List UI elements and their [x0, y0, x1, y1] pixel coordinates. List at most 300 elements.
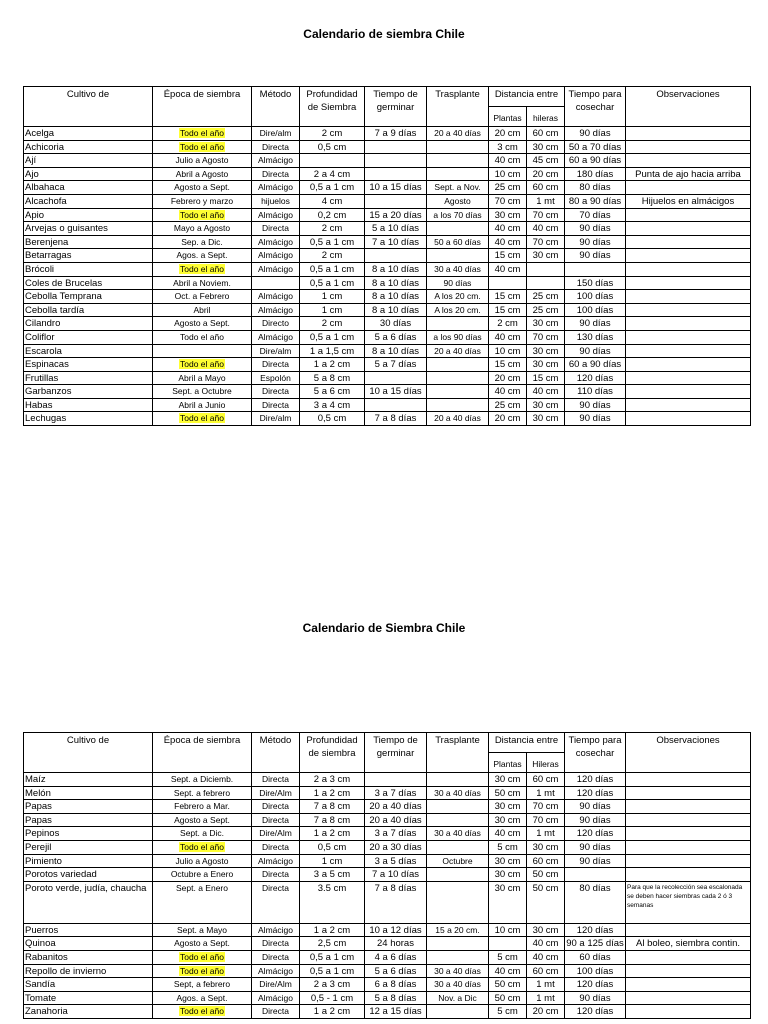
cell-cosecha: 100 días — [565, 303, 626, 317]
table-row — [24, 398, 751, 412]
highlighted-text: Todo el año — [180, 128, 224, 138]
cell-hileras: 1 mt — [527, 827, 565, 841]
cell-hileras: 1 mt — [527, 194, 565, 208]
cell-epoca — [153, 1005, 252, 1019]
cell-hileras: 30 cm — [527, 840, 565, 854]
cell-profundidad: 0,2 cm — [300, 208, 365, 222]
cell-hileras: 30 cm — [527, 249, 565, 263]
cell-cultivo: Berenjena — [24, 235, 153, 249]
cell-trasplante: Sept. a Nov. — [427, 181, 489, 195]
cell-germinar: 3 a 7 días — [365, 786, 427, 800]
cell-profundidad: 1 cm — [300, 290, 365, 304]
cell-hileras: 30 cm — [527, 344, 565, 358]
cell-plantas: 5 cm — [489, 840, 527, 854]
header-epoca: Época de siembra — [153, 87, 252, 127]
table-row — [24, 371, 751, 385]
table-row — [24, 978, 751, 992]
cell-hileras: 20 cm — [527, 1005, 565, 1019]
cell-profundidad: 5 a 8 cm — [300, 371, 365, 385]
cell-trasplante: 50 a 60 días — [427, 235, 489, 249]
cell-observaciones — [626, 358, 751, 372]
cell-epoca: Mayo a Agosto — [153, 222, 252, 236]
cell-epoca: Febrero y marzo — [153, 194, 252, 208]
table-row — [24, 813, 751, 827]
table-row — [24, 854, 751, 868]
cell-cultivo: Poroto verde, judía, chaucha — [24, 881, 153, 923]
cell-trasplante: 20 a 40 días — [427, 127, 489, 141]
cell-trasplante — [427, 773, 489, 787]
cell-profundidad: 1 a 2 cm — [300, 1005, 365, 1019]
cell-hileras: 70 cm — [527, 330, 565, 344]
cell-cosecha: 50 a 70 días — [565, 140, 626, 154]
cell-germinar: 3 a 5 días — [365, 854, 427, 868]
cell-metodo: Directa — [252, 868, 300, 882]
cell-hileras: 70 cm — [527, 208, 565, 222]
cell-epoca — [153, 262, 252, 276]
table-row — [24, 222, 751, 236]
cell-epoca: Abril a Noviem. — [153, 276, 252, 290]
table-row — [24, 1005, 751, 1019]
cell-observaciones: Para que la recolección sea escalonada se deben hacer siembras cada 2 ó 3 semanas — [626, 881, 751, 923]
header-trasplante: Trasplante — [427, 733, 489, 773]
cell-cultivo: Rabanitos — [24, 950, 153, 964]
cell-epoca — [153, 140, 252, 154]
table-row — [24, 881, 751, 923]
cell-trasplante: Nov. a Dic — [427, 991, 489, 1005]
highlighted-text: Todo el año — [180, 263, 224, 274]
cell-cosecha: 80 días — [565, 181, 626, 195]
cell-plantas: 5 cm — [489, 950, 527, 964]
cell-plantas: 30 cm — [489, 773, 527, 787]
cell-hileras: 40 cm — [527, 950, 565, 964]
cell-germinar: 8 a 10 días — [365, 303, 427, 317]
cell-trasplante — [427, 813, 489, 827]
cell-metodo: Directa — [252, 385, 300, 399]
cell-cosecha: 90 días — [565, 813, 626, 827]
cell-germinar — [365, 194, 427, 208]
cell-epoca: Abril a Agosto — [153, 167, 252, 181]
cell-trasplante: 30 a 40 días — [427, 786, 489, 800]
cell-observaciones — [626, 181, 751, 195]
highlighted-text: Todo el año — [180, 965, 224, 976]
cell-germinar: 12 a 15 días — [365, 1005, 427, 1019]
cell-metodo: Directa — [252, 398, 300, 412]
cell-trasplante — [427, 937, 489, 951]
cell-cosecha: 90 días — [565, 840, 626, 854]
cell-epoca: Agos. a Sept. — [153, 991, 252, 1005]
cell-plantas — [489, 937, 527, 951]
cell-observaciones — [626, 208, 751, 222]
table-row — [24, 249, 751, 263]
cell-germinar — [365, 249, 427, 263]
cell-germinar: 8 a 10 días — [365, 276, 427, 290]
cell-metodo: Almácigo — [252, 181, 300, 195]
cell-profundidad: 3 a 4 cm — [300, 398, 365, 412]
cell-metodo — [252, 276, 300, 290]
cell-metodo: Directa — [252, 881, 300, 923]
cell-hileras: 30 cm — [527, 317, 565, 331]
cell-observaciones — [626, 235, 751, 249]
cell-cosecha: 90 a 125 días — [566, 938, 624, 950]
table-row — [24, 358, 751, 372]
cell-plantas: 30 cm — [489, 868, 527, 882]
cell-profundidad: 1 a 2 cm — [300, 923, 365, 937]
cell-trasplante: 30 a 40 días — [427, 978, 489, 992]
table-row — [24, 991, 751, 1005]
header-tiempo-germinar: Tiempo de germinar — [365, 733, 427, 773]
cell-trasplante — [427, 881, 489, 923]
cell-profundidad: 1 a 2 cm — [300, 827, 365, 841]
cell-cosecha: 120 días — [565, 827, 626, 841]
cell-cosecha: 90 días — [565, 235, 626, 249]
cell-germinar: 7 a 10 días — [365, 868, 427, 882]
cell-epoca — [153, 208, 252, 222]
cell-germinar: 20 a 40 días — [365, 800, 427, 814]
table-row — [24, 840, 751, 854]
table-row — [24, 950, 751, 964]
cell-trasplante — [427, 358, 489, 372]
cell-trasplante: 90 días — [427, 276, 489, 290]
cell-profundidad: 2 cm — [300, 317, 365, 331]
cell-germinar: 6 a 8 días — [365, 978, 427, 992]
cell-profundidad: 0,5 a 1 cm — [300, 276, 365, 290]
cell-observaciones — [626, 303, 751, 317]
cell-cultivo: Betarragas — [24, 249, 153, 263]
cell-trasplante: 20 a 40 días — [427, 344, 489, 358]
cell-observaciones — [626, 127, 751, 141]
cell-hileras: 30 cm — [527, 398, 565, 412]
table-row — [24, 937, 751, 951]
cell-cultivo: Pimiento — [24, 854, 153, 868]
table-row — [24, 303, 751, 317]
cell-plantas: 40 cm — [489, 154, 527, 168]
header-epoca: Época de siembra — [153, 733, 252, 773]
cell-trasplante — [427, 800, 489, 814]
cell-observaciones — [626, 827, 751, 841]
cell-cultivo: Puerros — [24, 923, 153, 937]
cell-cultivo: Ají — [24, 154, 153, 168]
cell-germinar: 8 a 10 días — [365, 262, 427, 276]
cell-cosecha: 60 a 90 días — [565, 154, 626, 168]
cell-germinar: 10 a 12 días — [365, 923, 427, 937]
cell-epoca: Agosto a Sept. — [153, 181, 252, 195]
cell-plantas: 50 cm — [489, 786, 527, 800]
cell-cosecha: 90 días — [565, 222, 626, 236]
cell-trasplante — [427, 154, 489, 168]
cell-trasplante — [427, 950, 489, 964]
cell-plantas: 40 cm — [489, 262, 527, 276]
cell-plantas: 15 cm — [489, 358, 527, 372]
cell-germinar: 5 a 6 días — [365, 330, 427, 344]
cell-plantas: 10 cm — [489, 167, 527, 181]
cell-metodo: Almácigo — [252, 991, 300, 1005]
cell-profundidad: 0,5 cm — [300, 840, 365, 854]
cell-metodo: Almácigo — [252, 330, 300, 344]
cell-hileras: 60 cm — [527, 181, 565, 195]
cell-plantas: 30 cm — [489, 881, 527, 923]
cell-profundidad — [300, 154, 365, 168]
cell-metodo: Almácigo — [252, 235, 300, 249]
table-row — [24, 154, 751, 168]
cell-metodo: Directa — [252, 358, 300, 372]
cell-plantas: 40 cm — [489, 330, 527, 344]
cell-trasplante — [427, 868, 489, 882]
cell-cosecha — [565, 868, 626, 882]
cell-epoca: Febrero a Mar. — [153, 800, 252, 814]
cell-metodo: Dire/Alm — [252, 978, 300, 992]
cell-hileras: 20 cm — [527, 167, 565, 181]
cell-observaciones — [626, 840, 751, 854]
cell-observaciones — [626, 154, 751, 168]
cell-plantas: 5 cm — [489, 1005, 527, 1019]
cell-observaciones — [626, 800, 751, 814]
cell-hileras: 60 cm — [527, 127, 565, 141]
cell-metodo: Almácigo — [252, 154, 300, 168]
cell-germinar: 3 a 7 días — [365, 827, 427, 841]
table-row — [24, 412, 751, 426]
header-observaciones: Observaciones — [626, 733, 751, 773]
cell-epoca: Agosto a Sept. — [153, 813, 252, 827]
cell-trasplante — [427, 1005, 489, 1019]
cell-plantas: 20 cm — [489, 412, 527, 426]
cell-metodo: Dire/Alm — [252, 827, 300, 841]
header-trasplante: Trasplante — [427, 87, 489, 127]
cell-metodo: Directa — [252, 1005, 300, 1019]
cell-plantas: 15 cm — [489, 290, 527, 304]
cell-germinar: 7 a 8 días — [365, 881, 427, 923]
cell-epoca: Sept, a febrero — [153, 978, 252, 992]
cell-trasplante: A los 20 cm. — [427, 303, 489, 317]
cell-plantas: 30 cm — [489, 208, 527, 222]
table-row — [24, 181, 751, 195]
cell-epoca — [153, 840, 252, 854]
cell-germinar: 15 a 20 días — [365, 208, 427, 222]
table-body-2 — [24, 773, 751, 1019]
cell-metodo: Directa — [252, 140, 300, 154]
cell-cosecha: 90 días — [565, 800, 626, 814]
cell-metodo: hijuelos — [252, 194, 300, 208]
cell-germinar: 10 a 15 días — [365, 385, 427, 399]
cell-hileras: 40 cm — [527, 385, 565, 399]
cell-trasplante — [427, 222, 489, 236]
cell-cosecha: 100 días — [565, 290, 626, 304]
cell-observaciones — [626, 262, 751, 276]
cell-cultivo: Alcachofa — [24, 194, 153, 208]
cell-trasplante: Octubre — [427, 854, 489, 868]
cell-metodo: Directa — [252, 773, 300, 787]
cell-profundidad: 0,5 cm — [300, 140, 365, 154]
cell-plantas: 40 cm — [489, 827, 527, 841]
cell-cosecha: 90 días — [565, 249, 626, 263]
cell-cosecha: 130 días — [565, 330, 626, 344]
cell-plantas: 10 cm — [489, 344, 527, 358]
cell-cultivo: Espinacas — [24, 358, 153, 372]
cell-trasplante — [427, 398, 489, 412]
cell-metodo: Almácigo — [252, 923, 300, 937]
cell-metodo: Almácigo — [252, 854, 300, 868]
cell-plantas: 40 cm — [489, 385, 527, 399]
cell-observaciones: Al boleo, siembra contin. — [626, 937, 751, 951]
cell-epoca: Julio a Agosto — [153, 154, 252, 168]
cell-hileras: 70 cm — [527, 800, 565, 814]
cell-plantas: 30 cm — [489, 800, 527, 814]
cell-profundidad: 0,5 a 1 cm — [300, 330, 365, 344]
cell-trasplante: 15 a 20 cm. — [427, 923, 489, 937]
cell-observaciones — [626, 1005, 751, 1019]
table-row — [24, 344, 751, 358]
cell-plantas: 70 cm — [489, 194, 527, 208]
cell-cosecha: 90 días — [565, 854, 626, 868]
cell-hileras: 15 cm — [527, 371, 565, 385]
cell-hileras — [527, 262, 565, 276]
table-row — [24, 276, 751, 290]
header-observaciones: Observaciones — [626, 87, 751, 127]
cell-metodo: Directa — [252, 840, 300, 854]
cell-metodo: Directa — [252, 222, 300, 236]
cell-hileras: 60 cm — [527, 773, 565, 787]
cell-trasplante: Agosto — [427, 194, 489, 208]
cell-germinar: 8 a 10 días — [365, 290, 427, 304]
header-metodo: Método — [252, 87, 300, 127]
cell-epoca: Agosto a Sept. — [153, 317, 252, 331]
cell-trasplante: 30 a 40 días — [427, 262, 489, 276]
cell-metodo: Directa — [252, 813, 300, 827]
cell-plantas: 30 cm — [489, 813, 527, 827]
cell-profundidad: 2,5 cm — [300, 937, 365, 951]
cell-cultivo: Repollo de invierno — [24, 964, 153, 978]
cell-germinar: 7 a 9 días — [365, 127, 427, 141]
cell-cultivo: Ajo — [24, 167, 153, 181]
cell-observaciones — [626, 344, 751, 358]
cell-observaciones — [626, 330, 751, 344]
cell-epoca — [153, 964, 252, 978]
cell-hileras: 60 cm — [527, 854, 565, 868]
cell-plantas: 50 cm — [489, 991, 527, 1005]
cell-hileras: 40 cm — [527, 937, 565, 951]
cell-epoca — [153, 358, 252, 372]
cell-observaciones: Punta de ajo hacia arriba — [626, 167, 751, 181]
header-tiempo-germinar: Tiempo de germinar — [365, 87, 427, 127]
cell-cosecha: 120 días — [565, 923, 626, 937]
header-cultivo: Cultivo de — [24, 87, 153, 127]
cell-cultivo: Zanahoria — [24, 1005, 153, 1019]
cell-germinar: 30 días — [365, 317, 427, 331]
header-hileras: hileras — [527, 107, 565, 127]
cell-epoca: Sept. a febrero — [153, 786, 252, 800]
cell-cosecha: 70 días — [565, 208, 626, 222]
cell-observaciones — [626, 412, 751, 426]
cell-epoca: Todo el año — [153, 330, 252, 344]
cell-observaciones — [626, 813, 751, 827]
cell-cosecha: 110 días — [565, 385, 626, 399]
header-plantas: Plantas — [489, 753, 527, 773]
cell-profundidad: 0,5 cm — [300, 412, 365, 426]
cell-hileras — [527, 276, 565, 290]
cell-cultivo: Cilandro — [24, 317, 153, 331]
cell-metodo: Directa — [252, 950, 300, 964]
cell-cosecha: 150 días — [565, 276, 626, 290]
cell-observaciones — [626, 923, 751, 937]
table-row — [24, 140, 751, 154]
cell-observaciones — [626, 222, 751, 236]
cell-hileras: 70 cm — [527, 235, 565, 249]
table-row — [24, 800, 751, 814]
cell-observaciones — [626, 868, 751, 882]
cell-epoca: Julio a Agosto — [153, 854, 252, 868]
cell-cultivo: Garbanzos — [24, 385, 153, 399]
cell-cultivo: Perejil — [24, 840, 153, 854]
table-row — [24, 208, 751, 222]
cell-metodo: Dire/Alm — [252, 786, 300, 800]
cell-metodo: Directo — [252, 317, 300, 331]
table-row — [24, 235, 751, 249]
cell-cultivo: Coles de Brucelas — [24, 276, 153, 290]
cell-cultivo: Coliflor — [24, 330, 153, 344]
cell-profundidad: 4 cm — [300, 194, 365, 208]
cell-epoca: Oct. a Febrero — [153, 290, 252, 304]
cell-cultivo: Habas — [24, 398, 153, 412]
cell-epoca: Abril a Junio — [153, 398, 252, 412]
header-tiempo-cosechar: Tiempo para cosechar — [565, 87, 626, 127]
cell-observaciones — [626, 140, 751, 154]
cell-trasplante: 20 a 40 días — [427, 412, 489, 426]
cell-plantas: 40 cm — [489, 222, 527, 236]
cell-epoca: Sept. a Mayo — [153, 923, 252, 937]
cell-plantas: 2 cm — [489, 317, 527, 331]
cell-cosecha: 90 días — [565, 344, 626, 358]
cell-hileras: 30 cm — [527, 140, 565, 154]
table-body-1 — [24, 127, 751, 426]
cell-germinar — [365, 371, 427, 385]
cell-cosecha: 90 días — [565, 991, 626, 1005]
cell-hileras: 70 cm — [527, 813, 565, 827]
header-distancia: Distancia entre — [489, 733, 565, 753]
cell-germinar: 24 horas — [365, 937, 427, 951]
cell-germinar: 5 a 10 días — [365, 222, 427, 236]
cell-observaciones — [626, 964, 751, 978]
cell-hileras: 30 cm — [527, 412, 565, 426]
cell-profundidad: 2 cm — [300, 222, 365, 236]
highlighted-text: Todo el año — [180, 141, 224, 152]
cell-observaciones — [626, 773, 751, 787]
cell-metodo: Almácigo — [252, 290, 300, 304]
highlighted-text: Todo el año — [180, 1006, 224, 1017]
cell-cultivo: Achicoria — [24, 140, 153, 154]
page-2-title: Calendario de Siembra Chile — [302, 621, 466, 635]
cell-cosecha: 120 días — [565, 773, 626, 787]
header-profundidad: Profundidad de siembra — [300, 733, 365, 773]
table-row — [24, 317, 751, 331]
header-hileras: Hileras — [527, 753, 565, 773]
header-cultivo: Cultivo de — [24, 733, 153, 773]
cell-profundidad: 1 a 2 cm — [300, 786, 365, 800]
cell-cultivo: Pepinos — [24, 827, 153, 841]
cell-plantas: 20 cm — [489, 371, 527, 385]
cell-germinar — [365, 773, 427, 787]
cell-metodo: Almácigo — [252, 208, 300, 222]
cell-profundidad: 0,5 a 1 cm — [300, 181, 365, 195]
cell-epoca: Agos. a Sept. — [153, 249, 252, 263]
cell-metodo: Almácigo — [252, 964, 300, 978]
cell-profundidad: 2 a 3 cm — [300, 978, 365, 992]
table-row — [24, 290, 751, 304]
cell-cosecha: 90 días — [565, 317, 626, 331]
cell-cultivo: Maíz — [24, 773, 153, 787]
cell-metodo: Dire/alm — [252, 412, 300, 426]
cell-plantas: 40 cm — [489, 964, 527, 978]
cell-cultivo: Papas — [24, 800, 153, 814]
cell-hileras: 30 cm — [527, 923, 565, 937]
